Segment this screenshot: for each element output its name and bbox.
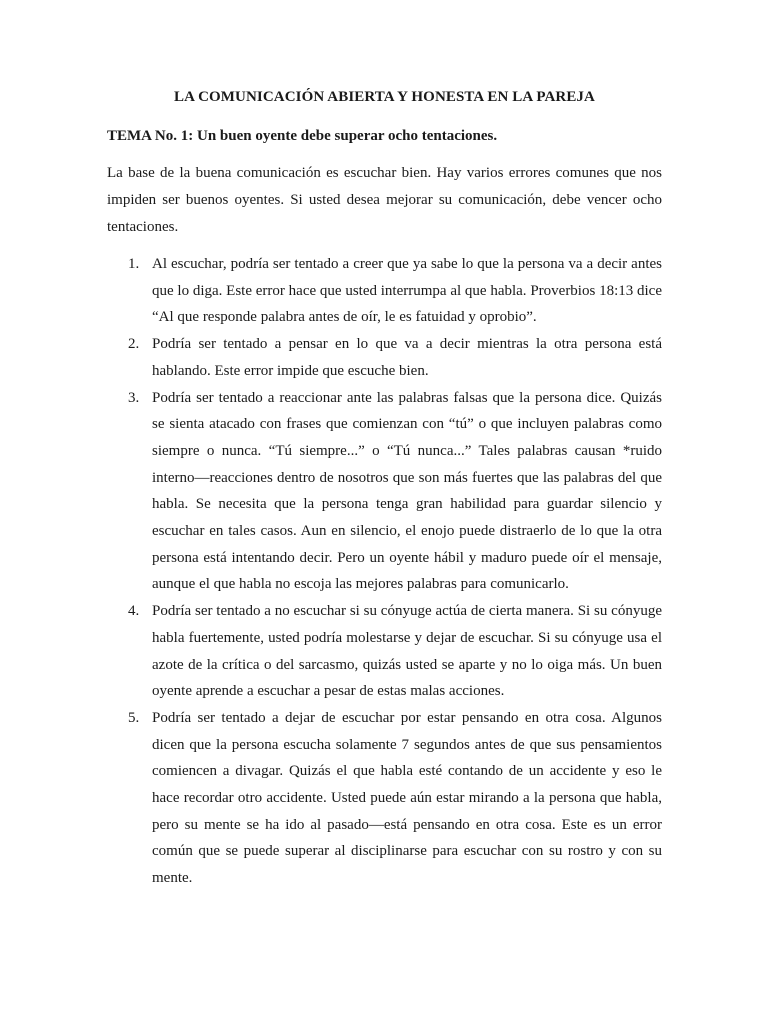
- list-item-number: 4.: [128, 603, 140, 620]
- list-item-text: Al escuchar, podría ser tentado a creer que ya sabe lo que la persona va a decir antes que lo diga. Este error hace que usted interrumpa al que habla. Proverbios 18:13 dice “Al que responde palabra antes de oír, le es fatuidad y oprobio”.: [152, 256, 662, 326]
- list-item-number: 2.: [128, 336, 140, 353]
- list-item-text: Podría ser tentado a no escuchar si su cónyuge actúa de cierta manera. Si su cónyuge habla fuertemente, usted podría molestarse y dejar de escuchar. Si su cónyuge usa el azote de la crítica o del sarcasmo, quizás usted se aparte y no lo oiga más. Un buen oyente aprende a escuchar a pesar de estas malas acciones.: [152, 603, 662, 700]
- list-item-number: 5.: [128, 709, 140, 726]
- list-item-text: Podría ser tentado a dejar de escuchar por estar pensando en otra cosa. Algunos dicen que la persona escucha solamente 7 segundos antes de que sus pensamientos comiencen a divagar. Quizás el que habla esté contando de un accidente y eso le hace recordar otro accidente. Usted puede aún estar mirando a la persona que habla, pero su mente se ha ido al pasado—está pensando en otra cosa. Este es un error común que se puede superar al disciplinarse para escuchar con su rostro y con su mente.: [152, 709, 662, 887]
- list-item-number: 3.: [128, 389, 140, 406]
- list-item: [107, 598, 662, 705]
- intro-paragraph: La base de la buena comunicación es escuchar bien. Hay varios errores comunes que nos impiden ser buenos oyentes. Si usted desea mejorar su comunicación, debe vencer ocho tentaciones.: [107, 165, 662, 235]
- list-item-text: Podría ser tentado a pensar en lo que va a decir mientras la otra persona está hablando. Este error impide que escuche bien.: [152, 336, 662, 379]
- list-item: [107, 385, 662, 599]
- document-page: [107, 88, 662, 892]
- list-item: [107, 705, 662, 892]
- list-item: [107, 331, 662, 384]
- list-item-text: Podría ser tentado a reaccionar ante las palabras falsas que la persona dice. Quizás se sienta atacado con frases que comienzan con “tú” o que incluyen palabras como siempre o nunca. “Tú siempre...” o “Tú nunca...” Tales palabras causan *ruido interno—reacciones dentro de nosotros que son más fuertes que las palabras del que habla. Se necesita que la persona tenga gran habilidad para guardar silencio y escuchar en tales casos. Aun en silencio, el enojo puede distraerlo de lo que la otra persona está intentando decir. Pero un oyente hábil y maduro puede oír el mensaje, aunque el que habla no escoja las mejores palabras para comunicarlo.: [152, 389, 662, 593]
- topic-heading: TEMA No. 1: Un buen oyente debe superar ocho tentaciones.: [107, 128, 498, 144]
- list-item: [107, 251, 662, 331]
- list-item-number: 1.: [128, 256, 140, 272]
- document-title: LA COMUNICACIÓN ABIERTA Y HONESTA EN LA PAREJA: [174, 89, 595, 105]
- temptations-list: [107, 251, 662, 892]
